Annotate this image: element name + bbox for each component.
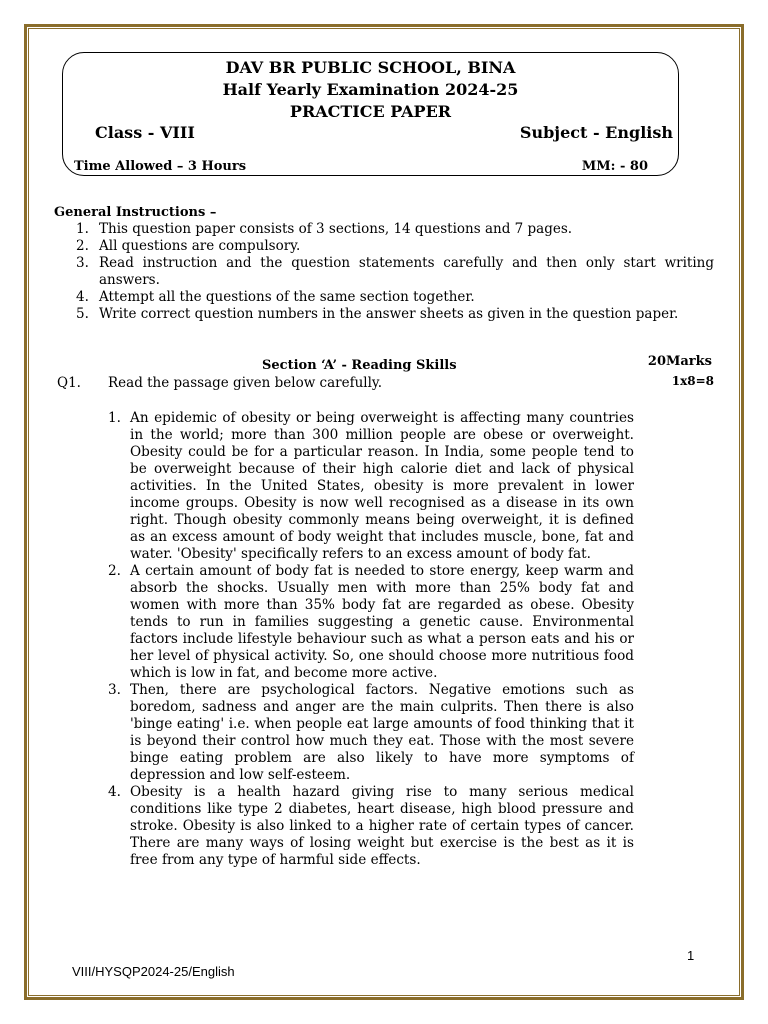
instruction-item (76, 306, 714, 323)
instruction-text: All questions are compulsory. (99, 238, 301, 254)
passage-paragraph (108, 682, 634, 784)
page-number: 1 (687, 948, 695, 963)
footer-code: VIII/HYSQP2024-25/English (72, 964, 235, 979)
instruction-text: Write correct question numbers in the answer sheets as given in the question paper. (99, 306, 679, 322)
instructions-title: General Instructions – (54, 205, 217, 220)
paragraph-text: An epidemic of obesity or being overweight is affecting many countries in the world; more than 300 million people are obese or overweight. Obesity could be for a particular reason. In India, some people tend to be overweight because of their high calorie diet and lack of physical activities. In the United States, obesity is more prevalent in lower income groups. Obesity is now well recognised as a disease in its own right. Though obesity commonly means being overweight, it is defined as an excess amount of body weight that includes muscle, bone, fat and water. 'Obesity' specifically refers to an excess amount of body fat. (130, 410, 634, 562)
instruction-text: Read instruction and the question statements carefully and then only start writing answers. (99, 255, 714, 288)
instruction-item (76, 221, 714, 238)
instruction-text: This question paper consists of 3 sections, 14 questions and 7 pages. (99, 221, 573, 237)
passage-paragraph (108, 410, 634, 563)
header-box (62, 52, 679, 176)
instruction-number: 5. (76, 306, 89, 322)
paragraph-number: 2. (108, 563, 121, 579)
instruction-text: Attempt all the questions of the same section together. (99, 289, 475, 305)
paper-type: PRACTICE PAPER (289, 102, 452, 121)
exam-title: Half Yearly Examination 2024-25 (222, 80, 519, 99)
instruction-number: 4. (76, 289, 89, 305)
instructions-list (76, 221, 714, 323)
passage-paragraph (108, 563, 634, 682)
instruction-number: 3. (76, 255, 89, 271)
instruction-item (76, 238, 714, 255)
section-a-marks: 20Marks (647, 354, 712, 369)
instruction-item (76, 255, 714, 289)
school-name: DAV BR PUBLIC SCHOOL, BINA (225, 58, 516, 77)
paragraph-number: 1. (108, 410, 121, 426)
question-marks: 1x8=8 (671, 374, 714, 388)
question-number: Q1. (57, 375, 81, 391)
instruction-number: 2. (76, 238, 89, 254)
question-prompt: Read the passage given below carefully. (108, 375, 383, 391)
paragraph-text: Then, there are psychological factors. Negative emotions such as boredom, sadness and anger are the main culprits. Then there is also 'binge eating' i.e. when people eat large amounts of food thinking that it is beyond their control how much they eat. Those with the most severe binge eating problem are also likely to have more symptoms of depression and low self-esteem. (130, 682, 634, 783)
paragraph-number: 3. (108, 682, 121, 698)
reading-passage (108, 410, 634, 869)
max-marks: MM: - 80 (581, 159, 648, 174)
paragraph-number: 4. (108, 784, 121, 800)
paragraph-text: Obesity is a health hazard giving rise to many serious medical conditions like type 2 diabetes, heart disease, high blood pressure and stroke. Obesity is also linked to a higher rate of certain types of cancer. There are many ways of losing weight but exercise is the best as it is free from any type of harmful side effects. (130, 784, 634, 868)
passage-paragraph (108, 784, 634, 869)
class-label: Class - VIII (95, 123, 195, 142)
time-allowed: Time Allowed – 3 Hours (74, 159, 247, 174)
paragraph-text: A certain amount of body fat is needed to store energy, keep warm and absorb the shocks. Usually men with more than 25% body fat and women with more than 35% body fat are regarded as obese. Obesity tends to run in families suggesting a genetic cause. Environmental factors include lifestyle behaviour such as what a person eats and his or her level of physical activity. So, one should choose more nutritious food which is low in fat, and become more active. (130, 563, 634, 681)
instruction-item (76, 289, 714, 306)
instruction-number: 1. (76, 221, 89, 237)
subject-label: Subject - English (519, 123, 673, 142)
section-a-title: Section ‘A’ - Reading Skills (262, 358, 457, 373)
